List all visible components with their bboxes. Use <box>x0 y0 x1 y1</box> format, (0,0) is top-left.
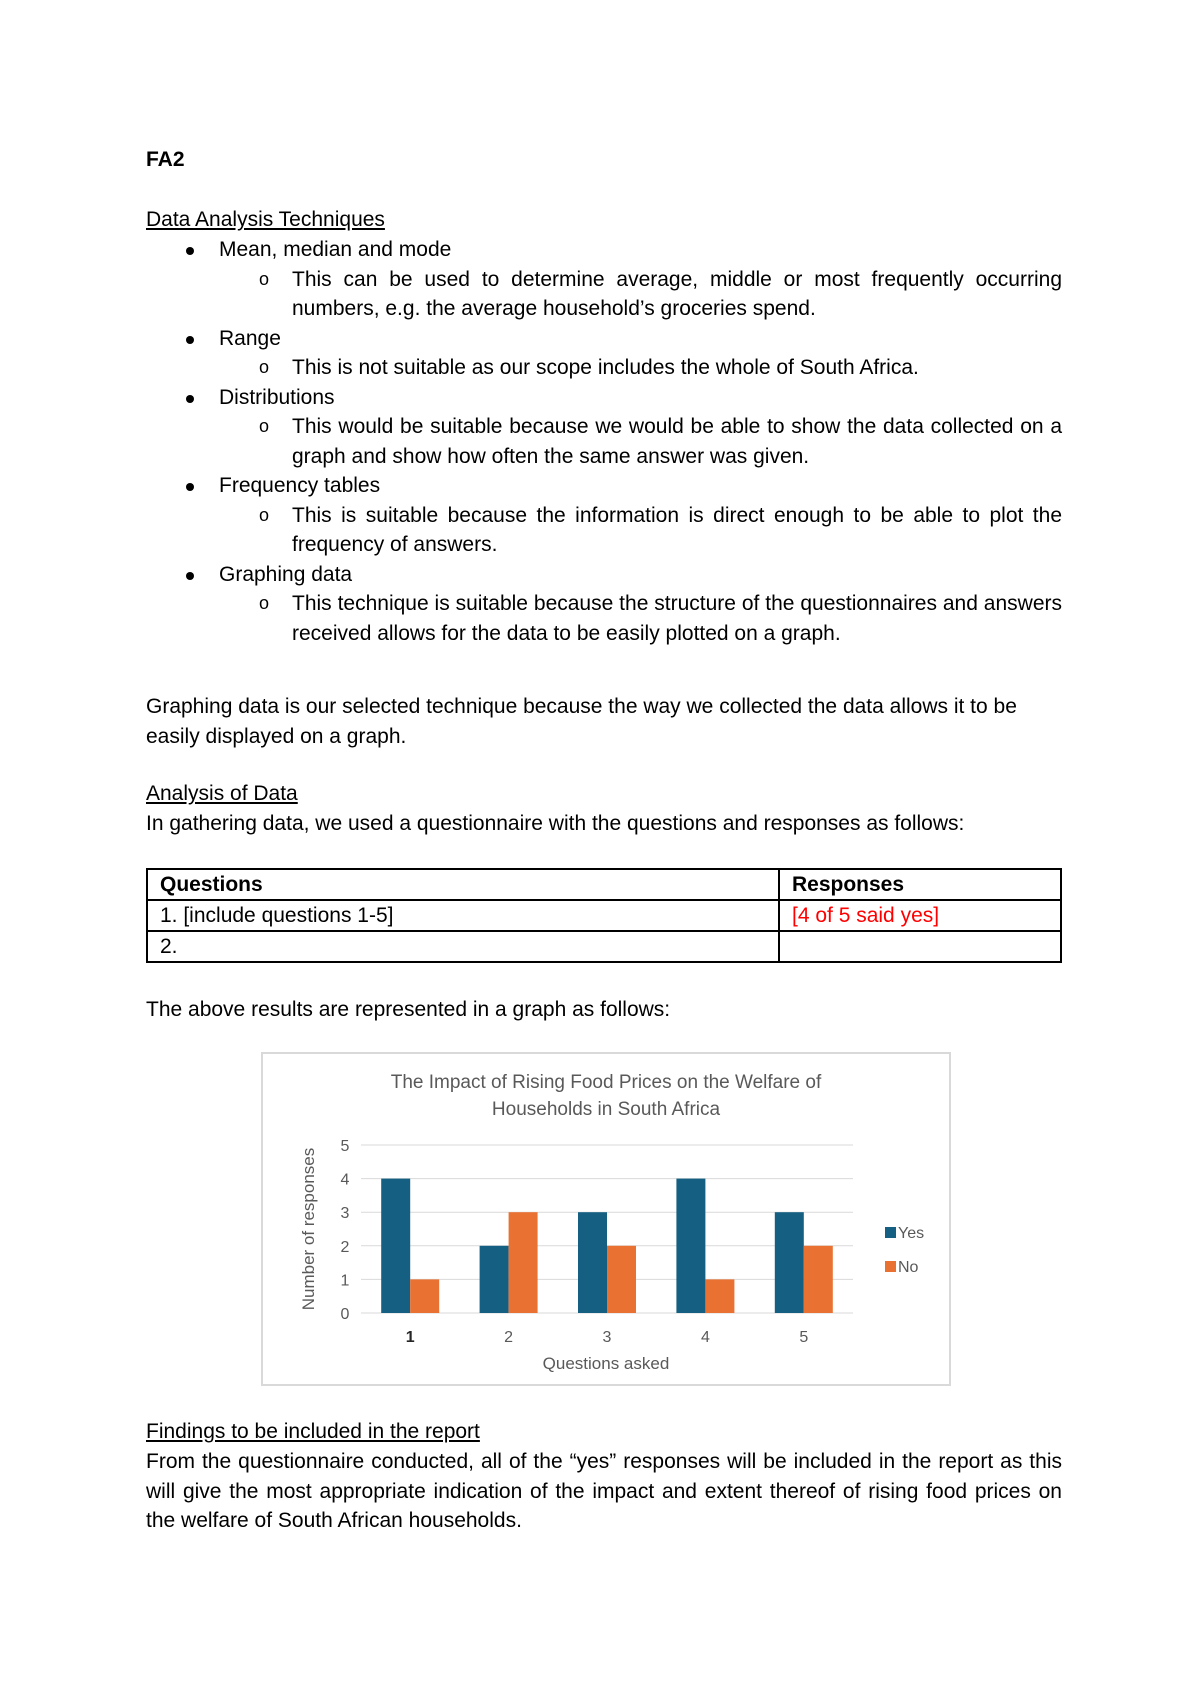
technique-note-text: This would be suitable because we would be able to show the data collected on a graph and show how often the same answer was given. <box>292 415 1062 468</box>
chart-title: Households in South Africa <box>491 1099 721 1120</box>
technique-note <box>219 589 1062 648</box>
x-tick-label: 1 <box>405 1329 415 1346</box>
y-tick-label: 2 <box>340 1238 350 1256</box>
analysis-intro: In gathering data, we used a questionnaire with the questions and responses as follows: <box>146 812 965 835</box>
x-tick-label: 2 <box>504 1329 514 1346</box>
technique-item <box>146 235 1062 324</box>
technique-label: Range <box>219 326 281 350</box>
findings-paragraph: From the questionnaire conducted, all of the “yes” responses will be included in the report as this will give the most appropriate indication of the impact and extent thereof of rising food prices on the welfare of South African households. <box>146 1450 1062 1532</box>
techniques-list <box>146 235 1062 648</box>
legend-swatch-yes <box>885 1227 896 1238</box>
legend-label-yes: Yes <box>898 1225 925 1242</box>
bar-no <box>705 1279 734 1313</box>
bullet-dot <box>186 572 194 580</box>
bar-no <box>410 1279 439 1313</box>
question-cell: 1. [include questions 1-5] <box>147 900 779 931</box>
bar-chart <box>263 1054 949 1384</box>
chart-title: The Impact of Rising Food Prices on the Welfare of <box>390 1072 822 1093</box>
technique-note <box>219 501 1062 560</box>
response-cell: [4 of 5 said yes] <box>779 900 1061 931</box>
technique-note-text: This can be used to determine average, middle or most frequently occurring numbers, e.g. the average household’s groceries spend. <box>292 267 1062 320</box>
header-questions: Questions <box>147 869 779 900</box>
y-tick-label: 5 <box>340 1138 350 1155</box>
technique-label: Frequency tables <box>219 474 381 497</box>
section-heading-findings: Findings to be included in the report <box>146 1420 480 1443</box>
technique-note <box>219 412 1062 471</box>
section-heading-techniques: Data Analysis Techniques <box>146 208 385 231</box>
bullet-dot <box>186 395 194 403</box>
technique-label: Distributions <box>219 385 335 409</box>
technique-item <box>146 383 1062 472</box>
sub-bullet-marker: o <box>259 268 270 289</box>
x-tick-label: 3 <box>602 1329 612 1346</box>
bullet-dot <box>186 336 194 344</box>
questions-table <box>146 868 1062 963</box>
bar-yes <box>381 1179 410 1313</box>
x-tick-label: 4 <box>700 1329 710 1346</box>
y-tick-label: 4 <box>340 1171 350 1189</box>
sub-bullet-marker: o <box>259 593 270 613</box>
technique-note <box>219 265 1062 324</box>
y-axis-label: Number of responses <box>299 1147 318 1311</box>
bar-yes <box>775 1212 804 1313</box>
response-cell <box>779 931 1061 962</box>
technique-label: Graphing data <box>219 562 353 586</box>
technique-item <box>146 324 1062 383</box>
bar-yes <box>578 1212 607 1313</box>
chart-container <box>261 1052 951 1386</box>
y-tick-label: 0 <box>340 1306 350 1323</box>
legend-label-no: No <box>898 1259 919 1276</box>
technique-item <box>146 560 1062 649</box>
technique-item <box>146 471 1062 560</box>
question-cell: 2. <box>147 931 779 962</box>
bar-no <box>509 1212 538 1313</box>
y-tick-label: 1 <box>340 1272 350 1290</box>
table-row <box>147 900 1061 931</box>
table-row <box>147 931 1061 962</box>
sub-bullet-marker: o <box>259 357 270 377</box>
technique-note <box>219 353 1062 383</box>
bar-no <box>804 1246 833 1313</box>
table-header-row <box>147 869 1061 900</box>
bullet-dot <box>186 247 194 255</box>
sub-bullet-marker: o <box>259 416 270 436</box>
y-tick-label: 3 <box>340 1205 350 1223</box>
document-title: FA2 <box>146 148 185 171</box>
section-heading-analysis: Analysis of Data <box>146 782 298 805</box>
header-responses: Responses <box>779 869 1061 900</box>
sub-bullet-marker: o <box>259 504 270 525</box>
bar-no <box>607 1246 636 1313</box>
technique-note-text: This is suitable because the information is direct enough to be able to plot the frequency of answers. <box>292 503 1062 556</box>
bullet-dot <box>186 483 194 491</box>
graph-intro: The above results are represented in a graph as follows: <box>146 998 671 1021</box>
technique-note-text: This is not suitable as our scope includes the whole of South Africa. <box>292 356 919 379</box>
selected-technique-paragraph: Graphing data is our selected technique because the way we collected the data allows it to be easily displayed on a graph. <box>146 695 1017 748</box>
bar-yes <box>676 1179 705 1313</box>
bar-yes <box>480 1246 509 1313</box>
technique-label: Mean, median and mode <box>219 238 452 261</box>
x-axis-label: Questions asked <box>542 1354 670 1373</box>
x-tick-label: 5 <box>799 1329 809 1346</box>
legend-swatch-no <box>885 1261 896 1272</box>
technique-note-text: This technique is suitable because the structure of the questionnaires and answers received allows for the data to be easily plotted on a graph. <box>292 592 1062 645</box>
